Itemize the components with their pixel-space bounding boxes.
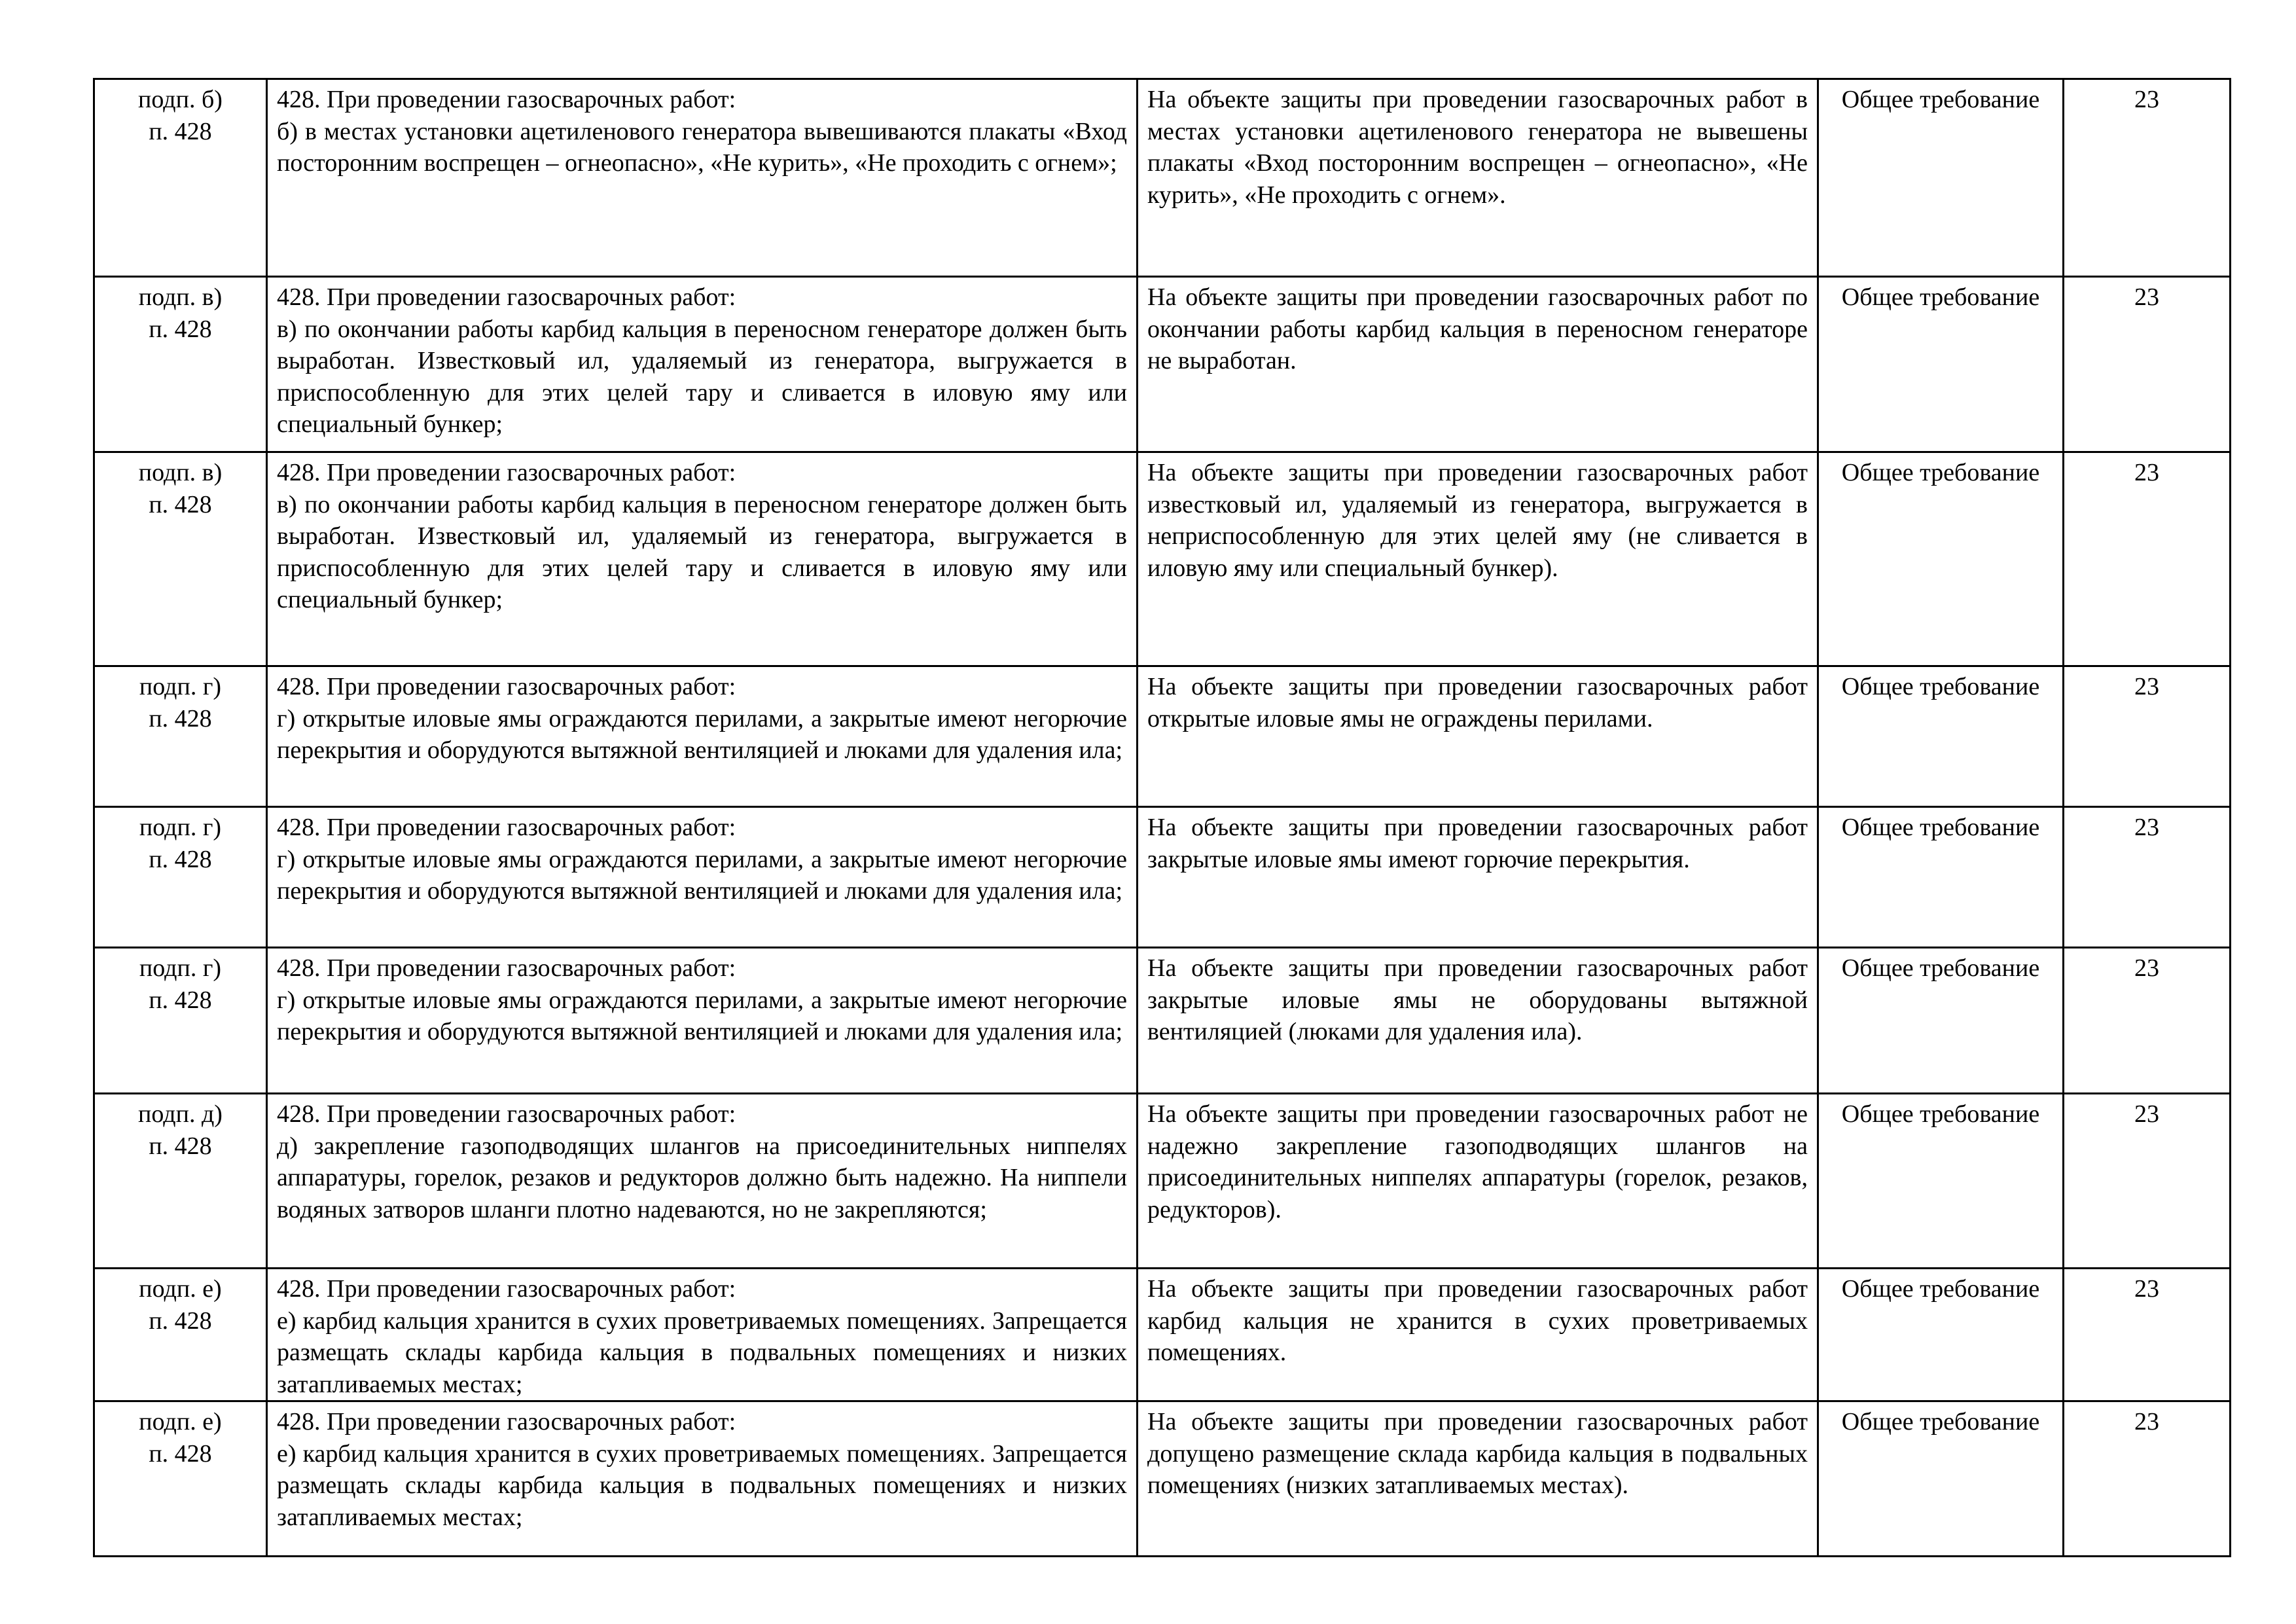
clause-point: п. 428 bbox=[149, 1307, 212, 1335]
requirement-cell bbox=[267, 1269, 1138, 1401]
requirement-cell bbox=[267, 79, 1138, 277]
clause-ref-cell bbox=[94, 452, 267, 666]
requirement-heading: 428. При проведении газосварочных работ: bbox=[277, 1100, 736, 1128]
category-cell: Общее требование bbox=[1818, 807, 2064, 948]
requirement-text: б) в местах установки ацетиленового генератора вывешиваются плакаты «Вход посторонним воспрещен – огнеопасно», «Не курить», «Не проходить с огнем»; bbox=[277, 117, 1127, 177]
requirement-text: в) по окончании работы карбид кальция в переносном генераторе должен быть выработан. Известковый ил, удаляемый из генератора, выгружается в приспособленную для этих целей тару и сливается в иловую яму или специальный бункер; bbox=[277, 315, 1127, 438]
clause-subpoint: подп. г) bbox=[139, 814, 222, 841]
clause-point: п. 428 bbox=[149, 1132, 212, 1160]
clause-subpoint: подп. е) bbox=[139, 1408, 222, 1435]
category-cell: Общее требование bbox=[1818, 79, 2064, 277]
number-cell: 23 bbox=[2064, 277, 2231, 452]
clause-ref-cell bbox=[94, 1401, 267, 1557]
requirement-cell bbox=[267, 807, 1138, 948]
number-cell: 23 bbox=[2064, 1401, 2231, 1557]
category-cell: Общее требование bbox=[1818, 1401, 2064, 1557]
clause-point: п. 428 bbox=[149, 490, 212, 518]
clause-subpoint: подп. е) bbox=[139, 1275, 222, 1303]
clause-point: п. 428 bbox=[149, 117, 212, 145]
violation-cell: На объекте защиты при проведении газосварочных работ в местах установки ацетиленового генератора не вывешены плакаты «Вход посторонним воспрещен – огнеопасно», «Не курить», «Не проходить с огнем». bbox=[1138, 79, 1818, 277]
clause-ref-cell bbox=[94, 277, 267, 452]
number-cell: 23 bbox=[2064, 1269, 2231, 1401]
table-row bbox=[94, 1094, 2231, 1269]
clause-point: п. 428 bbox=[149, 1439, 212, 1468]
category-cell: Общее требование bbox=[1818, 1094, 2064, 1269]
category-cell: Общее требование bbox=[1818, 452, 2064, 666]
number-cell: 23 bbox=[2064, 807, 2231, 948]
requirement-cell bbox=[267, 948, 1138, 1094]
requirement-heading: 428. При проведении газосварочных работ: bbox=[277, 283, 736, 311]
violation-cell: На объекте защиты при проведении газосварочных работ не надежно закрепление газоподводящих шлангов на присоединительных ниппелях аппаратуры (горелок, резаков, редукторов). bbox=[1138, 1094, 1818, 1269]
clause-subpoint: подп. д) bbox=[138, 1100, 223, 1128]
violation-cell: На объекте защиты при проведении газосварочных работ открытые иловые ямы не ограждены перилами. bbox=[1138, 666, 1818, 807]
clause-point: п. 428 bbox=[149, 315, 212, 343]
clause-point: п. 428 bbox=[149, 845, 212, 873]
table-row bbox=[94, 948, 2231, 1094]
table-row bbox=[94, 807, 2231, 948]
requirement-text: г) открытые иловые ямы ограждаются перилами, а закрытые имеют негорючие перекрытия и оборудуются вытяжной вентиляцией и люками для удаления ила; bbox=[277, 986, 1127, 1045]
requirement-cell bbox=[267, 1094, 1138, 1269]
violation-cell: На объекте защиты при проведении газосварочных работ известковый ил, удаляемый из генератора, выгружается в неприспособленную для этих целей яму (не сливается в иловую яму или специальный бункер). bbox=[1138, 452, 1818, 666]
violation-cell: На объекте защиты при проведении газосварочных работ карбид кальция не хранится в сухих проветриваемых помещениях. bbox=[1138, 1269, 1818, 1401]
category-cell: Общее требование bbox=[1818, 277, 2064, 452]
requirement-heading: 428. При проведении газосварочных работ: bbox=[277, 954, 736, 982]
requirement-cell bbox=[267, 666, 1138, 807]
number-cell: 23 bbox=[2064, 666, 2231, 807]
table-row bbox=[94, 277, 2231, 452]
clause-ref-cell bbox=[94, 1269, 267, 1401]
table-row bbox=[94, 666, 2231, 807]
clause-subpoint: подп. б) bbox=[138, 86, 223, 113]
violation-cell: На объекте защиты при проведении газосварочных работ закрытые иловые ямы не оборудованы вытяжной вентиляцией (люками для удаления ила). bbox=[1138, 948, 1818, 1094]
requirement-cell bbox=[267, 452, 1138, 666]
requirement-heading: 428. При проведении газосварочных работ: bbox=[277, 86, 736, 113]
clause-subpoint: подп. г) bbox=[139, 954, 222, 982]
requirement-text: в) по окончании работы карбид кальция в переносном генераторе должен быть выработан. Известковый ил, удаляемый из генератора, выгружается в приспособленную для этих целей тару и сливается в иловую яму или специальный бункер; bbox=[277, 490, 1127, 613]
requirement-text: е) карбид кальция хранится в сухих проветриваемых помещениях. Запрещается размещать склады карбида кальция в подвальных помещениях и низких затапливаемых местах; bbox=[277, 1439, 1127, 1531]
number-cell: 23 bbox=[2064, 1094, 2231, 1269]
requirement-cell bbox=[267, 277, 1138, 452]
requirement-text: е) карбид кальция хранится в сухих проветриваемых помещениях. Запрещается размещать склады карбида кальция в подвальных помещениях и низких затапливаемых местах; bbox=[277, 1307, 1127, 1398]
number-cell: 23 bbox=[2064, 452, 2231, 666]
violation-cell: На объекте защиты при проведении газосварочных работ допущено размещение склада карбида кальция в подвальных помещениях (низких затапливаемых местах). bbox=[1138, 1401, 1818, 1557]
requirement-heading: 428. При проведении газосварочных работ: bbox=[277, 1408, 736, 1435]
requirement-text: г) открытые иловые ямы ограждаются перилами, а закрытые имеют негорючие перекрытия и оборудуются вытяжной вентиляцией и люками для удаления ила; bbox=[277, 845, 1127, 905]
category-cell: Общее требование bbox=[1818, 948, 2064, 1094]
requirements-table bbox=[93, 78, 2231, 1557]
requirement-heading: 428. При проведении газосварочных работ: bbox=[277, 459, 736, 486]
clause-ref-cell bbox=[94, 807, 267, 948]
table-row bbox=[94, 1269, 2231, 1401]
table-row bbox=[94, 452, 2231, 666]
requirement-heading: 428. При проведении газосварочных работ: bbox=[277, 814, 736, 841]
table-row bbox=[94, 1401, 2231, 1557]
clause-point: п. 428 bbox=[149, 986, 212, 1014]
clause-ref-cell bbox=[94, 1094, 267, 1269]
requirement-heading: 428. При проведении газосварочных работ: bbox=[277, 673, 736, 700]
table-row bbox=[94, 79, 2231, 277]
clause-ref-cell bbox=[94, 948, 267, 1094]
category-cell: Общее требование bbox=[1818, 1269, 2064, 1401]
violation-cell: На объекте защиты при проведении газосварочных работ закрытые иловые ямы имеют горючие перекрытия. bbox=[1138, 807, 1818, 948]
clause-ref-cell bbox=[94, 79, 267, 277]
clause-ref-cell bbox=[94, 666, 267, 807]
clause-subpoint: подп. в) bbox=[138, 283, 223, 311]
clause-point: п. 428 bbox=[149, 704, 212, 732]
requirement-heading: 428. При проведении газосварочных работ: bbox=[277, 1275, 736, 1303]
clause-subpoint: подп. в) bbox=[138, 459, 223, 486]
number-cell: 23 bbox=[2064, 948, 2231, 1094]
clause-subpoint: подп. г) bbox=[139, 673, 222, 700]
requirement-cell bbox=[267, 1401, 1138, 1557]
requirement-text: д) закрепление газоподводящих шлангов на присоединительных ниппелях аппаратуры, горелок, резаков и редукторов должно быть надежно. На ниппели водяных затворов шланги плотно надеваются, но не закрепляются; bbox=[277, 1132, 1127, 1223]
violation-cell: На объекте защиты при проведении газосварочных работ по окончании работы карбид кальция в переносном генераторе не выработан. bbox=[1138, 277, 1818, 452]
category-cell: Общее требование bbox=[1818, 666, 2064, 807]
number-cell: 23 bbox=[2064, 79, 2231, 277]
requirement-text: г) открытые иловые ямы ограждаются перилами, а закрытые имеют негорючие перекрытия и оборудуются вытяжной вентиляцией и люками для удаления ила; bbox=[277, 704, 1127, 764]
